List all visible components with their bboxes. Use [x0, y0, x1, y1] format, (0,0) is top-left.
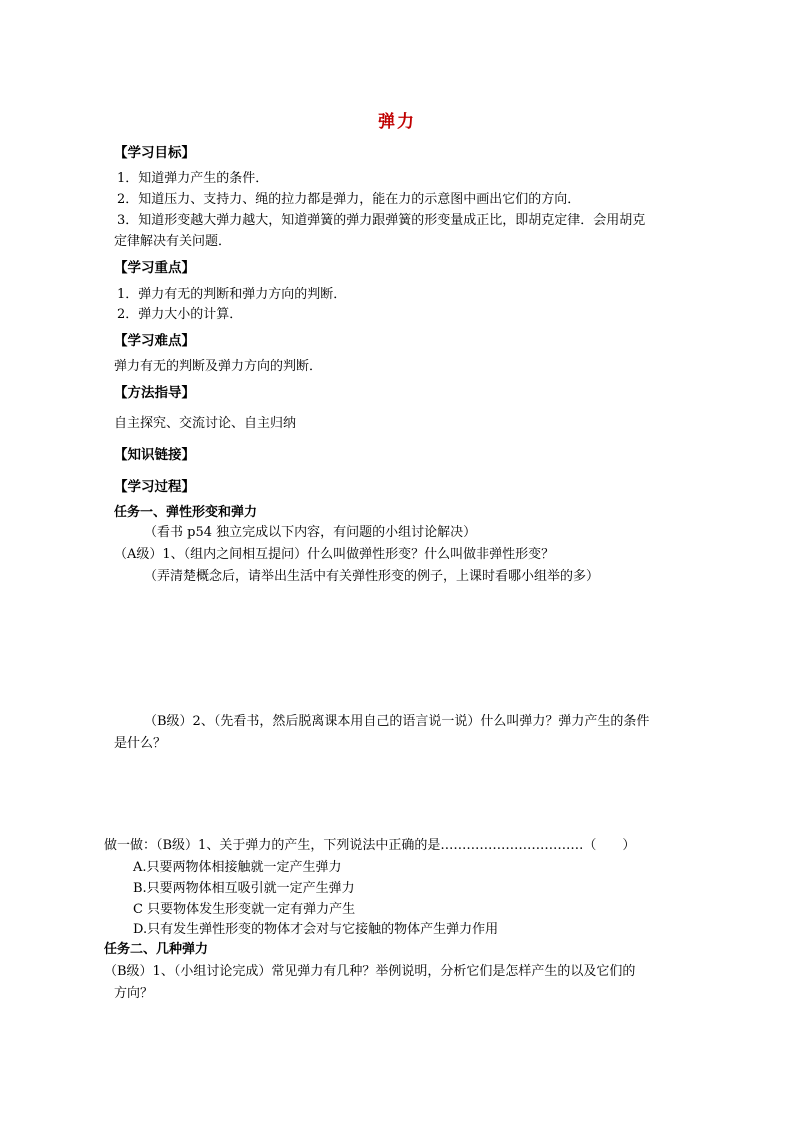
- process-header: 【学习过程】: [114, 479, 195, 495]
- task1-question-2: （B级）2、（先看书，然后脱离课本用自己的语言说一说）什么叫弹力？弹力产生的条件: [144, 714, 650, 729]
- knowledge-header: 【知识链接】: [114, 447, 195, 463]
- exercise-stem: 做一做：（B级）1、关于弹力的产生，下列说法中正确的是……………………………（ ）: [104, 838, 636, 853]
- exercise-option-c: C 只要物体发生形变就一定有弹力产生: [133, 902, 356, 917]
- task1-question-2-continued: 是什么？: [114, 736, 167, 751]
- task1-question-1-note: （弄清楚概念后，请举出生活中有关弹性形变的例子，上课时看哪小组举的多）: [144, 569, 600, 584]
- task1-question-1: （A级）1、（组内之间相互提问）什么叫做弹性形变？什么叫做非弹性形变？: [114, 547, 555, 562]
- goal-item-1: 1．知道弹力产生的条件．: [117, 171, 269, 186]
- method-header: 【方法指导】: [114, 385, 195, 401]
- difficulty-header: 【学习难点】: [114, 333, 195, 349]
- method-text: 自主探究、交流讨论、自主归纳: [114, 416, 297, 431]
- task2-question-1-continued: 方向？: [114, 986, 154, 1001]
- page-title: 弹力: [378, 112, 416, 132]
- goal-item-3-continued: 定律解决有关问题．: [114, 234, 232, 249]
- key-point-2: 2．弹力大小的计算．: [117, 307, 243, 322]
- exercise-option-a: A.只要两物体相接触就一定产生弹力: [133, 860, 342, 875]
- goals-header: 【学习目标】: [114, 145, 195, 161]
- goal-item-2: 2．知道压力、支持力、绳的拉力都是弹力，能在力的示意图中画出它们的方向．: [117, 192, 581, 207]
- exercise-option-d: D.只有发生弹性形变的物体才会对与它接触的物体产生弹力作用: [133, 922, 499, 937]
- key-point-1: 1．弹力有无的判断和弹力方向的判断．: [117, 287, 347, 302]
- task2-question-1: （B级）1、（小组讨论完成）常见弹力有几种？举例说明，分析它们是怎样产生的以及它们的: [104, 964, 636, 979]
- task1-title: 任务一、弹性形变和弹力: [114, 505, 258, 520]
- goal-item-3: 3．知道形变越大弹力越大，知道弹簧的弹力跟弹簧的形变量成正比，即胡克定律．会用胡克: [117, 213, 646, 228]
- exercise-option-b: B.只要两物体相互吸引就一定产生弹力: [133, 881, 355, 896]
- difficulty-text: 弹力有无的判断及弹力方向的判断．: [114, 359, 323, 374]
- task1-intro: （看书 p54 独立完成以下内容，有问题的小组讨论解决）: [144, 525, 477, 540]
- task2-title: 任务二、几种弹力: [104, 942, 209, 957]
- key-points-header: 【学习重点】: [114, 260, 195, 276]
